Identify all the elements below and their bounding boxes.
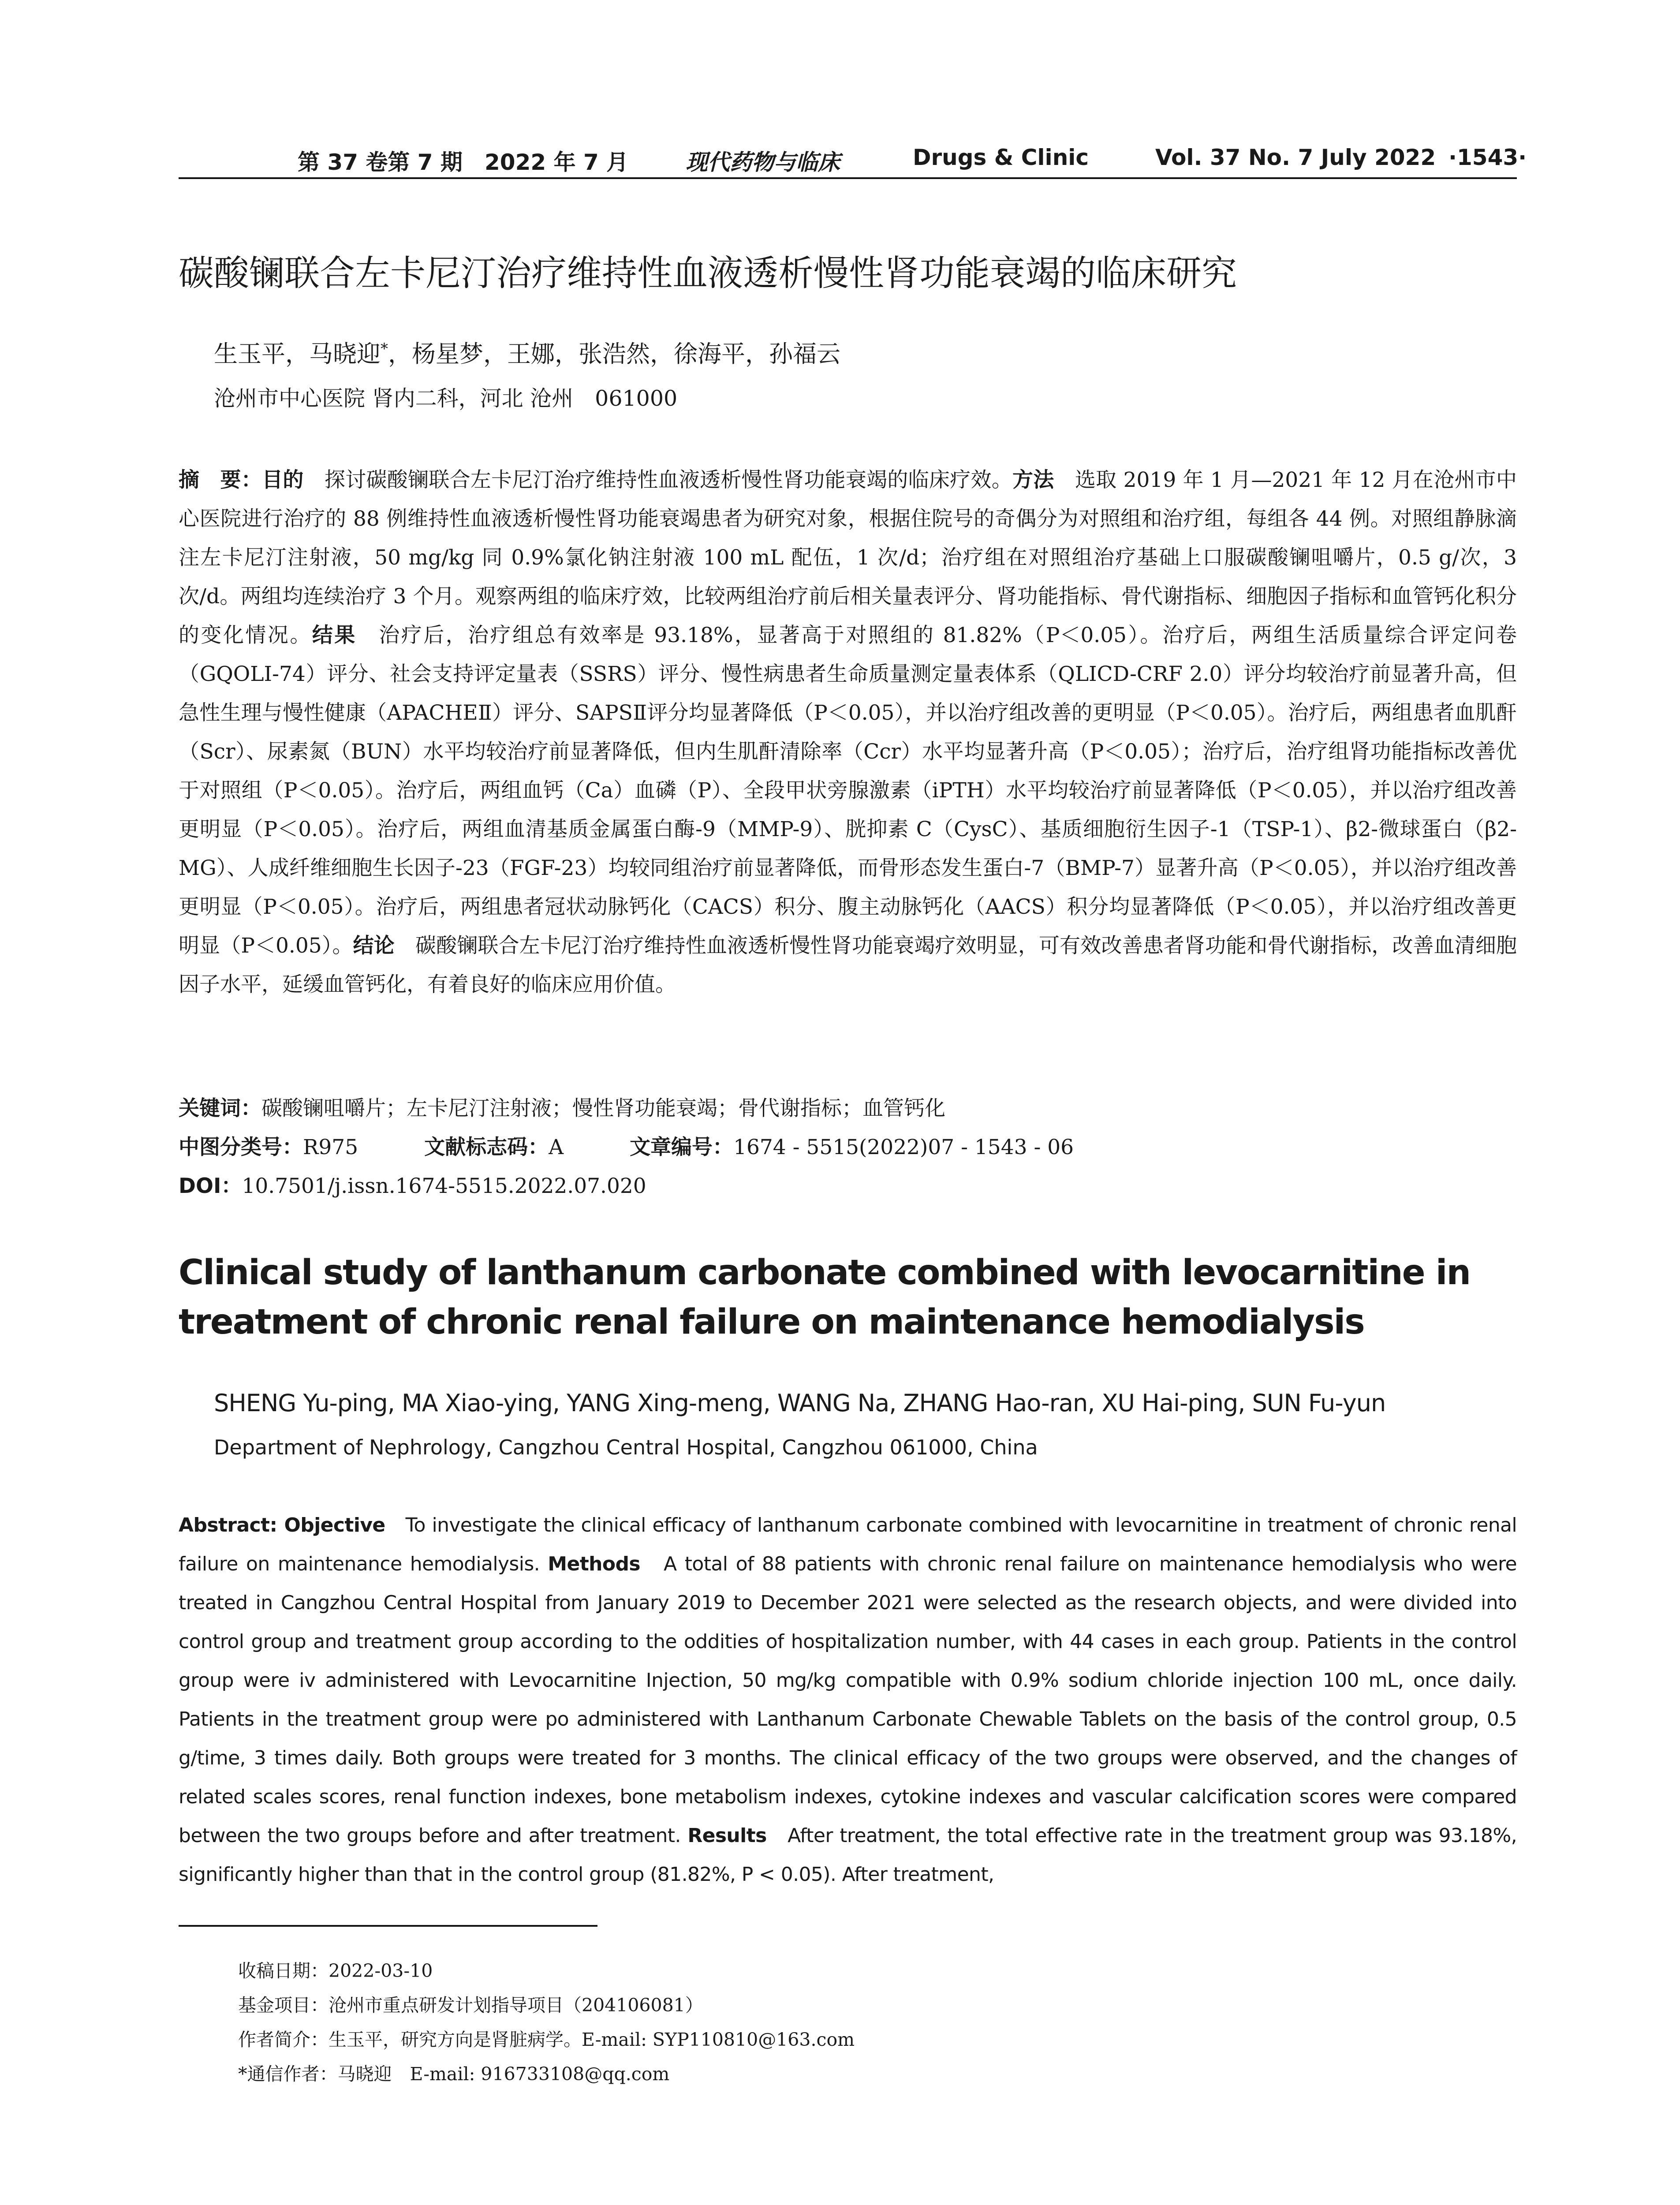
abstract-cn [179, 461, 1517, 1004]
running-head [179, 142, 1527, 179]
objective-label-cn: 目的 [262, 468, 304, 492]
page-number: ·1543· [1449, 145, 1527, 170]
conclusion-label-cn: 结论 [353, 934, 395, 958]
article-title-cn: 碳酸镧联合左卡尼汀治疗维持性血液透析慢性肾功能衰竭的临床研究 [179, 253, 1237, 294]
conclusion-text-cn: 碳酸镧联合左卡尼汀治疗维持性血液透析慢性肾功能衰竭疗效明显，可有效改善患者肾功能和骨代谢指标，改善血清细胞因子水平，延缓血管钙化，有着良好的临床应用价值。 [179, 934, 1517, 997]
doi-value: 10.7501/j.issn.1674-5515.2022.07.020 [242, 1174, 646, 1198]
article-number-value: 1674 - 5515(2022)07 - 1543 - 06 [733, 1135, 1074, 1159]
authors-cn [214, 335, 840, 369]
keywords-cn [179, 1089, 945, 1128]
authors-cn-rest: ，杨星梦，王娜，张浩然，徐海平，孙福云 [388, 340, 840, 368]
article-number-label: 文章编号： [630, 1135, 734, 1159]
clc-label: 中图分类号： [179, 1135, 303, 1159]
objective-text-cn: 探讨碳酸镧联合左卡尼汀治疗维持性血液透析慢性肾功能衰竭的临床疗效。 [303, 468, 1013, 492]
keywords-text: 碳酸镧咀嚼片；左卡尼汀注射液；慢性肾功能衰竭；骨代谢指标；血管钙化 [261, 1096, 945, 1121]
methods-label-cn: 方法 [1012, 468, 1054, 492]
issue-en: Vol. 37 No. 7 July 2022 [1155, 145, 1436, 170]
methods-label-en: Methods [548, 1553, 640, 1575]
footnote-corresponding: *通信作者：马晓迎 E-mail: 916733108@qq.com [238, 2063, 670, 2085]
results-text-cn: 治疗后，治疗组总有效率是 93.18%，显著高于对照组的 81.82%（P＜0.05）。治疗后，两组生活质量综合评定问卷（GQOLI-74）评分、社会支持评定量表（SSRS）评分、慢性病患者生命质量测定量表体系（QLICD-CRF 2.0）评分均较治疗前显著升高，但急性生理与慢性健康（APACHEⅡ）评分、SAPSⅡ评分均显著降低（P＜0.05），并以治疗组改善的更明显（P＜0.05）。治疗后，两组患者血肌酐（Scr）、尿素氮（BUN）水平均较治疗前显著降低，但内生肌酐清除率（Ccr）水平均显著升高（P＜0.05）；治疗后，治疗组肾功能指标改善优于对照组（P＜0.05）。治疗后，两组血钙（Ca）血磷（P）、全段甲状旁腺激素（iPTH）水平均较治疗前显著降低（P＜0.05），并以治疗组改善更明显（P＜0.05）。治疗后，两组血清基质金属蛋白酶-9（MMP-9）、胱抑素 C（CysC）、基质细胞衍生因子-1（TSP-1）、β2-微球蛋白（β2-MG）、人成纤维细胞生长因子-23（FGF-23）均较同组治疗前显著降低，而骨形态发生蛋白-7（BMP-7）显著升高（P＜0.05），并以治疗组改善更明显（P＜0.05）。治疗后，两组患者冠状动脉钙化（CACS）积分、腹主动脉钙化（AACS）积分均显著降低（P＜0.05），并以治疗组改善更明显（P＜0.05）。 [179, 623, 1517, 958]
methods-text-cn: 选取 2019 年 1 月—2021 年 12 月在沧州市中心医院进行治疗的 88 例维持性血液透析慢性肾功能衰竭患者为研究对象，根据住院号的奇偶分为对照组和治疗组，每组各 44 例。对照组静脉滴注左卡尼汀注射液，50 mg/kg 同 0.9%氯化钠注射液 100 mL 配伍，1 次/d；治疗组在对照组治疗基础上口服碳酸镧咀嚼片，0.5 g/次，3 次/d。两组均连续治疗 3 个月。观察两组的临床疗效，比较两组治疗前后相关量表评分、肾功能指标、骨代谢指标、细胞因子指标和血管钙化积分的变化情况。 [179, 468, 1517, 647]
results-label-cn: 结果 [312, 623, 357, 647]
objective-text-en: To investigate the clinical efficacy of lanthanum carbonate combined with levocarnitine in treatment of chronic renal failure on maintenance hemodialysis. [179, 1514, 1517, 1575]
journal-name-cn: 现代药物与临床 [686, 149, 840, 175]
clc-value: R975 [303, 1135, 358, 1159]
doc-code-value: A [549, 1135, 564, 1159]
article-title-en: Clinical study of lanthanum carbonate combined with levocarnitine in treatment of chronic renal failure on maintenance hemodialysis [179, 1253, 1471, 1342]
doc-code-label: 文献标志码： [424, 1135, 549, 1159]
doi-line [179, 1167, 646, 1206]
journal-name-en: Drugs & Clinic [913, 145, 1089, 170]
footnote-fund: 基金项目：沧州市重点研发计划指导项目（204106081） [238, 1995, 703, 2016]
methods-text-en: A total of 88 patients with chronic renal failure on maintenance hemodialysis who were treated in Cangzhou Central Hospital from January 2019 to December 2021 were selected as the research objects, and were divided into control group and treatment group according to the oddities of hospitalization number, with 44 cases in each group. Patients in the control group were iv administered with Levocarnitine Injection, 50 mg/kg compatible with 0.9% sodium chloride injection 100 mL, once daily. Patients in the treatment group were po administered with Lanthanum Carbonate Chewable Tablets on the basis of the control group, 0.5 g/time, 3 times daily. Both groups were treated for 3 months. The clinical efficacy of the two groups were observed, and the changes of related scales scores, renal function indexes, bone metabolism indexes, cytokine indexes and vascular calcification scores were compared between the two groups before and after treatment. [179, 1553, 1517, 1847]
footnote-divider [179, 1925, 597, 1927]
abstract-en [179, 1506, 1517, 1894]
footnote-author: 作者简介：生玉平，研究方向是肾脏病学。E-mail: SYP110810@163.com [238, 2029, 855, 2050]
classification-line [179, 1128, 1074, 1167]
results-text-en: After treatment, the total effective rate in the treatment group was 93.18%, significantly higher than that in the control group (81.82%, P < 0.05). After treatment, [179, 1824, 1517, 1886]
authors-en: SHENG Yu-ping, MA Xiao-ying, YANG Xing-meng, WANG Na, ZHANG Hao-ran, XU Hai-ping, SUN Fu-yun [214, 1389, 1386, 1417]
issue-cn: 第 37 卷第 7 期 2022 年 7 月 [298, 149, 629, 175]
footnotes [238, 1954, 855, 2091]
affiliation-en: Department of Nephrology, Cangzhou Central Hospital, Cangzhou 061000, China [214, 1435, 1038, 1459]
abstract-cn-label: 摘 要： [179, 468, 262, 492]
doi-label: DOI： [179, 1174, 242, 1198]
results-label-en: Results [687, 1824, 767, 1847]
corresponding-mark: * [381, 340, 388, 358]
authors-cn-first: 生玉平，马晓迎 [214, 340, 381, 368]
affiliation-cn: 沧州市中心医院 肾内二科，河北 沧州 061000 [214, 386, 678, 411]
footnote-received: 收稿日期：2022-03-10 [238, 1960, 433, 1981]
keywords-label: 关键词： [179, 1096, 261, 1121]
abstract-en-label: Abstract: Objective [179, 1514, 385, 1536]
